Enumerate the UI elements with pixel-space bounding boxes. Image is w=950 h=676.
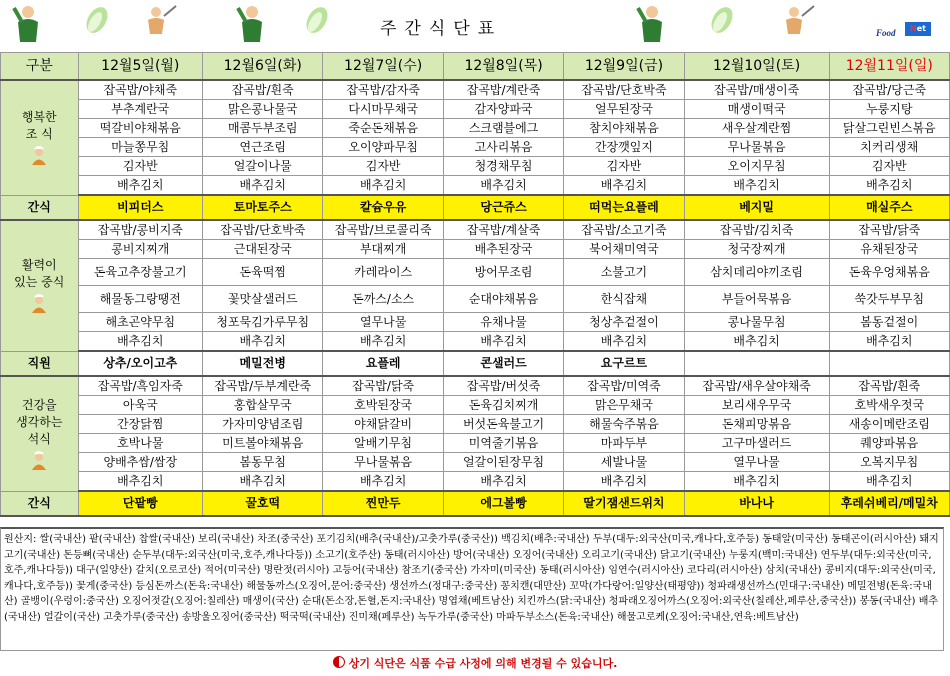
menu-item: 잡곡밥/흑임자죽 xyxy=(78,376,202,396)
snack-item: 꿀호떡 xyxy=(203,491,323,516)
origin-info: 원산지: 쌀(국내산) 팥(국내산) 찹쌀(국내산) 보리(국내산) 차조(중국산) 포기김치(배추(국내산)/고춧가루(중국산)) 백김치(배추:국내산) 두부(대두:외국산(미국,캐나다,호주등) 동태알(미국산) 동태곤이(러시아산) 돼지고기(국내산) 돈등뼈(국내산) 순두부(대두:외국산(미국,호주,캐나다등)) 소고기(호주산) 동태(러시아산) 방어(국내산) 오징어(국내산) 오리고기(국내산) 닭고기(국내산) 누룽지(백미:국내산) 연두부(대두:외국산(미국,호주,캐나다등)) 대구(일양산) 갈치(오로코산) 적어(미국산) 명란젓(러시아) 고등어(국내산) 참조기(중국산) 가자미(미국산) 동태(러시아산) 임연수(러시아산) 코다리(러시아산) 삼치(국내산) 콩비지(대두:외국산(미국,캐나다,호주등)) 꽃게(중국산) 등심돈까스(돈육:국내산) 해물동까스(오징어,문어:중국산) 생선까스(정대구:중국산) 꽁치캔(대만산) 꼬막(가다랑어:일양산(태평양)) 청파래생선까스(민대구:국내산) 메밀전병(돈육:국내산) 골뱅이(우렁이:중국산) 오징어젓갈(오징어:칠레산) 매생이(국산) 순대(돈소장,돈혈,돈지:국내산) 명엽채(베트남산) 치킨까스(닭:국내산) 청파래오징어까스(오징어:외국산(칠레산,페루산,중국산)) 봉동(국내산) 배추(국내산) 얼갈이(국산) 고춧가루(중국산) 송방울오징어(중국산) 떡국떡(국내산) 진미채(페루산) 녹두가루(중국산) 마파두부소스(돈육:국내산) 해물고로케(오징어:국내산,연육:베트남산) xyxy=(0,527,944,651)
snack-item xyxy=(829,351,949,376)
menu-item: 새우살계란찜 xyxy=(684,119,829,138)
menu-item: 청경채무침 xyxy=(443,157,563,176)
menu-item: 봄동무침 xyxy=(203,453,323,472)
menu-item: 배추김치 xyxy=(203,176,323,196)
menu-item: 배추김치 xyxy=(78,176,202,196)
menu-item: 배추김치 xyxy=(564,176,684,196)
menu-item: 마늘쫑무침 xyxy=(78,138,202,157)
snack-item: 단팥빵 xyxy=(78,491,202,516)
menu-item: 유채된장국 xyxy=(829,240,949,259)
menu-item: 잡곡밥/소고기죽 xyxy=(564,220,684,240)
menu-item: 돈까스/소스 xyxy=(323,286,443,313)
menu-item: 배추김치 xyxy=(323,176,443,196)
menu-item: 얼갈이나물 xyxy=(203,157,323,176)
menu-item: 고구마샐러드 xyxy=(684,434,829,453)
menu-item: 야채닭갈비 xyxy=(323,415,443,434)
menu-item: 잡곡밥/야채죽 xyxy=(78,80,202,100)
farmer-icon xyxy=(780,2,816,38)
menu-item: 김자반 xyxy=(564,157,684,176)
menu-item: 오이양파무침 xyxy=(323,138,443,157)
snack-item: 떠먹는요플레 xyxy=(564,195,684,220)
menu-item: 잡곡밥/김치죽 xyxy=(684,220,829,240)
menu-item: 해초곤약무침 xyxy=(78,313,202,332)
menu-item: 배추김치 xyxy=(443,472,563,492)
menu-item: 배추김치 xyxy=(203,332,323,352)
menu-item: 돈육김치찌개 xyxy=(443,396,563,415)
menu-item: 청포묵김가루무침 xyxy=(203,313,323,332)
menu-item: 배추김치 xyxy=(684,176,829,196)
change-notice: 상기 식단은 식품 수급 사정에 의해 변경될 수 있습니다. xyxy=(0,655,950,671)
menu-item: 새송이메란조림 xyxy=(829,415,949,434)
menu-item: 잡곡밥/미역죽 xyxy=(564,376,684,396)
snack-item: 후레쉬베리/메밀차 xyxy=(829,491,949,516)
snack-item: 비피더스 xyxy=(78,195,202,220)
snack-item xyxy=(684,351,829,376)
menu-item: 양배추쌈/쌈장 xyxy=(78,453,202,472)
snack3-label: 간식 xyxy=(1,491,79,516)
snack-item: 메밀전병 xyxy=(203,351,323,376)
menu-item: 다시마무채국 xyxy=(323,100,443,119)
menu-item: 잡곡밥/브로콜리죽 xyxy=(323,220,443,240)
dinner-label: 건강을 생각하는 석식 xyxy=(1,376,79,491)
snack-item: 요구르트 xyxy=(564,351,684,376)
menu-item: 부들어묵볶음 xyxy=(684,286,829,313)
menu-item: 배추김치 xyxy=(564,472,684,492)
menu-item: 맑은콩나물국 xyxy=(203,100,323,119)
menu-item: 배추김치 xyxy=(203,472,323,492)
menu-item: 호박나물 xyxy=(78,434,202,453)
menu-item: 잡곡밥/두부계란죽 xyxy=(203,376,323,396)
menu-item: 배추김치 xyxy=(323,472,443,492)
date-header: 12월8일(목) xyxy=(443,53,563,81)
menu-item: 배추된장국 xyxy=(443,240,563,259)
menu-item: 떡갈비야채볶음 xyxy=(78,119,202,138)
snack-item: 바나나 xyxy=(684,491,829,516)
lunch-label: 활력이 있는 중식 xyxy=(1,220,79,351)
menu-item: 잡곡밥/흰죽 xyxy=(203,80,323,100)
foodnet-logo: Food Net xyxy=(872,22,934,40)
menu-item: 무나물볶음 xyxy=(684,138,829,157)
menu-item: 무나물볶음 xyxy=(323,453,443,472)
menu-item: 김자반 xyxy=(323,157,443,176)
snack1-label: 간식 xyxy=(1,195,79,220)
date-header: 12월9일(금) xyxy=(564,53,684,81)
snack-item: 토마토주스 xyxy=(203,195,323,220)
menu-item: 유채나물 xyxy=(443,313,563,332)
cabbage-icon xyxy=(705,2,739,36)
menu-item: 배추김치 xyxy=(443,332,563,352)
page-header xyxy=(0,0,950,50)
farmer-icon xyxy=(230,2,274,46)
menu-item: 얼갈이된장무침 xyxy=(443,453,563,472)
farmer-icon xyxy=(630,2,674,46)
chef-icon xyxy=(29,451,49,471)
menu-item: 잡곡밥/매생이죽 xyxy=(684,80,829,100)
menu-item: 잡곡밥/닭죽 xyxy=(829,220,949,240)
snack-item: 요플레 xyxy=(323,351,443,376)
menu-item: 배추김치 xyxy=(684,332,829,352)
menu-item: 가자미양념조림 xyxy=(203,415,323,434)
menu-item: 배추김치 xyxy=(443,176,563,196)
menu-item: 돈육우엉채볶음 xyxy=(829,259,949,286)
menu-item: 오복지무침 xyxy=(829,453,949,472)
menu-item: 김자반 xyxy=(829,157,949,176)
date-header: 12월7일(수) xyxy=(323,53,443,81)
chef-icon xyxy=(29,146,49,166)
menu-item: 잡곡밥/흰죽 xyxy=(829,376,949,396)
menu-item: 삼치데리야끼조림 xyxy=(684,259,829,286)
menu-item: 배추김치 xyxy=(564,332,684,352)
cabbage-icon xyxy=(80,2,114,36)
notice-icon xyxy=(333,656,345,668)
menu-item: 매생이떡국 xyxy=(684,100,829,119)
menu-item: 배추김치 xyxy=(829,472,949,492)
menu-item: 스크램블에그 xyxy=(443,119,563,138)
farmer-icon xyxy=(6,2,50,46)
menu-item: 호박된장국 xyxy=(323,396,443,415)
menu-item: 해물숙주볶음 xyxy=(564,415,684,434)
menu-item: 돈육고추장불고기 xyxy=(78,259,202,286)
menu-item: 잡곡밥/계살죽 xyxy=(443,220,563,240)
menu-item: 돈채피망볶음 xyxy=(684,415,829,434)
cabbage-icon xyxy=(300,2,334,36)
menu-item: 잡곡밥/계란죽 xyxy=(443,80,563,100)
menu-item: 배추김치 xyxy=(829,332,949,352)
snack-item: 딸기잼샌드위치 xyxy=(564,491,684,516)
menu-item: 퀘양파볶음 xyxy=(829,434,949,453)
snack-item: 베지밀 xyxy=(684,195,829,220)
menu-item: 잡곡밥/당근죽 xyxy=(829,80,949,100)
menu-item: 배추김치 xyxy=(829,176,949,196)
menu-item: 방어무조림 xyxy=(443,259,563,286)
date-header: 12월11일(일) xyxy=(829,53,949,81)
menu-item: 배추김치 xyxy=(684,472,829,492)
menu-item: 누룽지탕 xyxy=(829,100,949,119)
menu-item: 봄동겉절이 xyxy=(829,313,949,332)
menu-item: 배추김치 xyxy=(78,472,202,492)
menu-item: 치커리생채 xyxy=(829,138,949,157)
menu-item: 배추김치 xyxy=(323,332,443,352)
menu-item: 얼무된장국 xyxy=(564,100,684,119)
menu-item: 잡곡밥/콩비지죽 xyxy=(78,220,202,240)
menu-item: 알배기무침 xyxy=(323,434,443,453)
menu-item: 북어채미역국 xyxy=(564,240,684,259)
menu-item: 세발나물 xyxy=(564,453,684,472)
menu-item: 잡곡밥/버섯죽 xyxy=(443,376,563,396)
menu-item: 한식잡채 xyxy=(564,286,684,313)
page-title: 주간식단표 xyxy=(380,19,503,39)
menu-item: 청국장찌개 xyxy=(684,240,829,259)
menu-item: 감자양파국 xyxy=(443,100,563,119)
snack-item: 콘샐러드 xyxy=(443,351,563,376)
menu-item: 고사리볶음 xyxy=(443,138,563,157)
menu-item: 잡곡밥/감자죽 xyxy=(323,80,443,100)
chef-icon xyxy=(29,294,49,314)
weekly-menu-table xyxy=(0,52,950,517)
menu-item: 마파두부 xyxy=(564,434,684,453)
snack-item: 찐만두 xyxy=(323,491,443,516)
menu-item: 청상추겉절이 xyxy=(564,313,684,332)
menu-item: 맑은무채국 xyxy=(564,396,684,415)
menu-item: 간장닭찜 xyxy=(78,415,202,434)
menu-item: 참치야채볶음 xyxy=(564,119,684,138)
menu-item: 돈육떡찜 xyxy=(203,259,323,286)
menu-item: 꽃맛살샐러드 xyxy=(203,286,323,313)
menu-item: 잡곡밥/단호박죽 xyxy=(203,220,323,240)
menu-item: 버섯돈육불고기 xyxy=(443,415,563,434)
menu-item: 미역줄기볶음 xyxy=(443,434,563,453)
menu-item: 죽순돈채볶음 xyxy=(323,119,443,138)
menu-item: 오이지무침 xyxy=(684,157,829,176)
menu-item: 연근조림 xyxy=(203,138,323,157)
menu-item: 보리새우무국 xyxy=(684,396,829,415)
snack-item: 당근쥬스 xyxy=(443,195,563,220)
date-header: 12월5일(월) xyxy=(78,53,202,81)
menu-item: 배추김치 xyxy=(78,332,202,352)
snack-item: 상추/오이고추 xyxy=(78,351,202,376)
snack2-label: 직원 xyxy=(1,351,79,376)
menu-item: 아욱국 xyxy=(78,396,202,415)
menu-item: 잡곡밥/새우살야채죽 xyxy=(684,376,829,396)
menu-item: 매콤두부조림 xyxy=(203,119,323,138)
menu-item: 잡곡밥/단호박죽 xyxy=(564,80,684,100)
menu-item: 열무나물 xyxy=(323,313,443,332)
menu-item: 순대야채볶음 xyxy=(443,286,563,313)
menu-item: 소불고기 xyxy=(564,259,684,286)
menu-item: 해물동그랑땡전 xyxy=(78,286,202,313)
category-header: 구분 xyxy=(1,53,79,81)
menu-item: 열무나물 xyxy=(684,453,829,472)
menu-item: 근대된장국 xyxy=(203,240,323,259)
menu-item: 부추계란국 xyxy=(78,100,202,119)
date-header: 12월10일(토) xyxy=(684,53,829,81)
menu-item: 잡곡밥/닭죽 xyxy=(323,376,443,396)
date-header: 12월6일(화) xyxy=(203,53,323,81)
snack-item: 매실주스 xyxy=(829,195,949,220)
menu-item: 쑥갓두부무침 xyxy=(829,286,949,313)
menu-item: 닭살그린빈스볶음 xyxy=(829,119,949,138)
menu-item: 부대찌개 xyxy=(323,240,443,259)
menu-item: 콩나물무침 xyxy=(684,313,829,332)
menu-item: 카레라이스 xyxy=(323,259,443,286)
farmer-icon xyxy=(142,2,178,38)
snack-item: 칼슘우유 xyxy=(323,195,443,220)
menu-item: 미트볼야채볶음 xyxy=(203,434,323,453)
menu-item: 홍합살무국 xyxy=(203,396,323,415)
breakfast-label: 행복한 조 식 xyxy=(1,80,79,195)
menu-item: 호박새우젓국 xyxy=(829,396,949,415)
menu-item: 김자반 xyxy=(78,157,202,176)
menu-item: 콩비지찌개 xyxy=(78,240,202,259)
snack-item: 에그볼빵 xyxy=(443,491,563,516)
menu-item: 간장깻잎지 xyxy=(564,138,684,157)
